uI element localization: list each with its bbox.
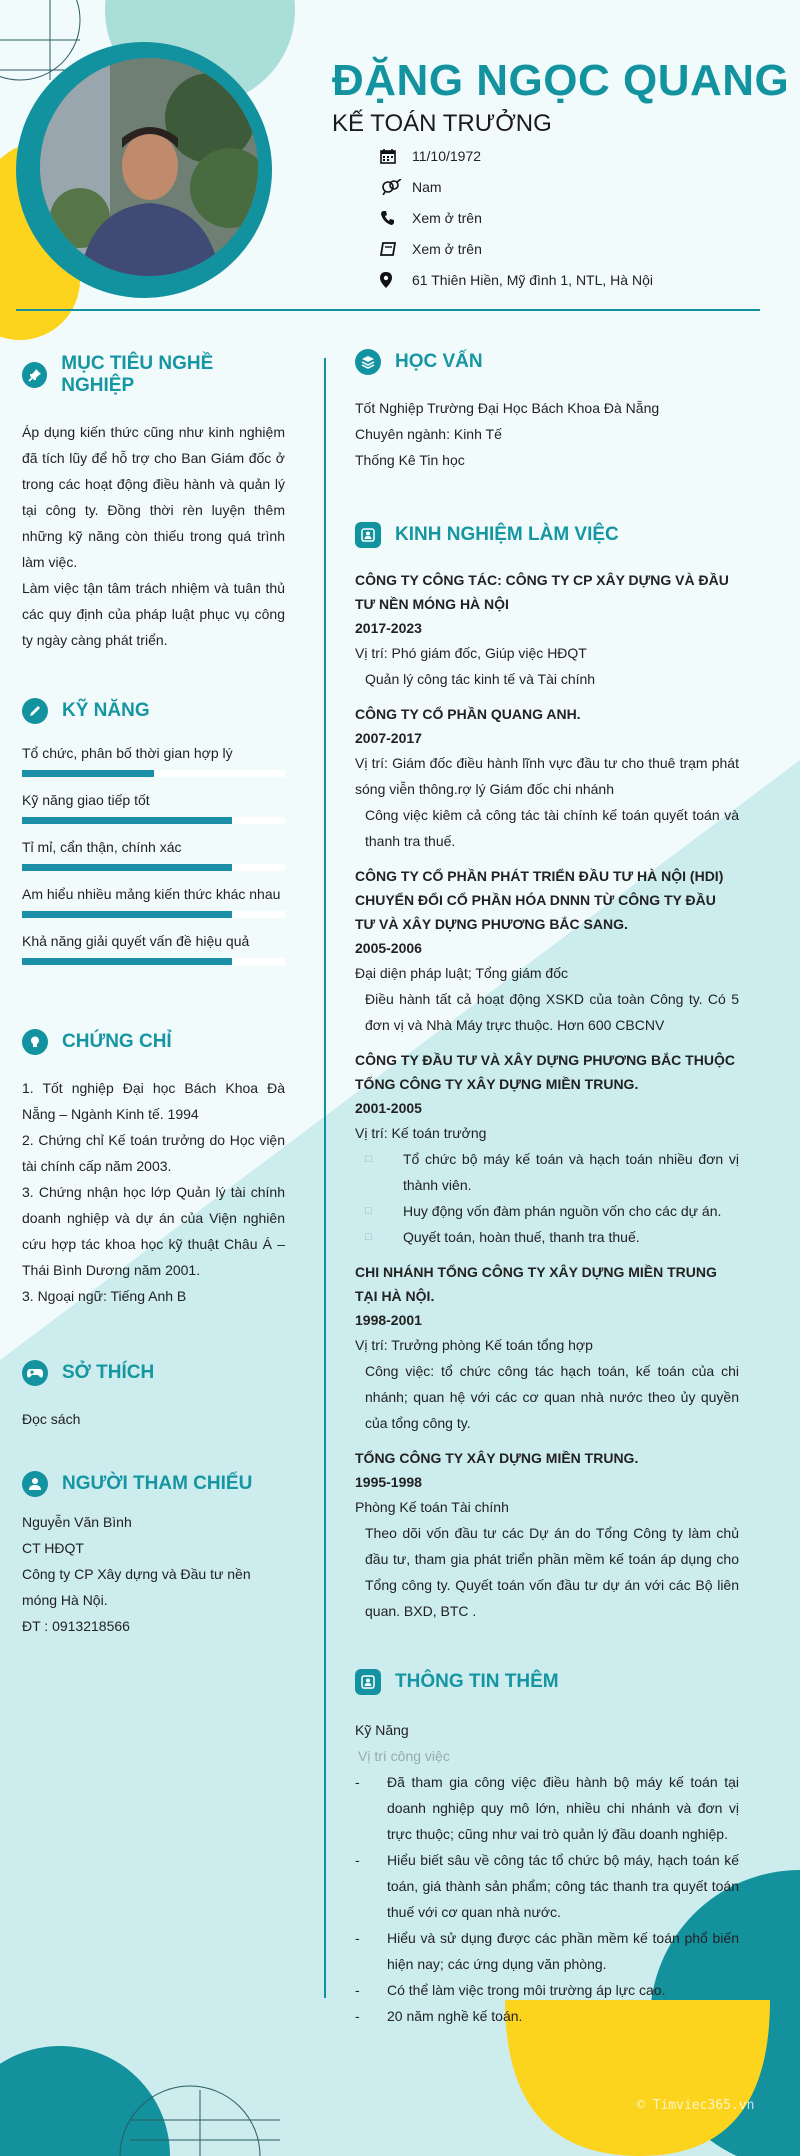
job-description: Điều hành tất cả hoạt động XSKD của toàn Công ty. Có 5 đơn vị và Nhà Máy trực thuộc. Hơn 600 CBCNV xyxy=(365,991,739,1033)
skill-bar-fill xyxy=(22,817,232,824)
bullet-box-icon: □ xyxy=(365,1231,372,1243)
extra-info-title: THÔNG TIN THÊM xyxy=(355,1669,739,1695)
skill-item xyxy=(22,932,285,965)
skill-label: Tổ chức, phân bố thời gian hợp lý xyxy=(22,745,233,761)
job-item xyxy=(355,1446,739,1624)
certificate-item: 2. Chứng chỉ Kế toán trưởng do Học viện tài chính cấp năm 2003. xyxy=(22,1132,285,1174)
skill-bar-fill xyxy=(22,864,232,871)
skill-label: Kỹ năng giao tiếp tốt xyxy=(22,792,150,808)
skill-bar xyxy=(22,911,285,918)
skill-bar xyxy=(22,770,285,777)
phone-text: Xem ở trên xyxy=(412,209,482,226)
calendar-icon xyxy=(380,148,412,164)
job-years: 1995-1998 xyxy=(355,1474,422,1490)
user-icon xyxy=(22,1471,48,1497)
skill-item xyxy=(22,885,285,918)
job-description: Theo dõi vốn đầu tư các Dự án do Tổng Công ty làm chủ đầu tư, tham gia phát triển phần mềm kế toán áp dụng cho Tổng công ty. Quyết toán vốn đầu tư dự án với các Bộ liên quan. BXD, BTC . xyxy=(365,1525,739,1619)
personal-info xyxy=(380,140,653,295)
extra-item: - Hiểu biết sâu về công tác tổ chức bộ máy, hạch toán kế toán, giá thành sản phẩm; công tác thanh tra quyết toán thuế với cơ quan nhà nước. xyxy=(355,1852,739,1920)
extra-item: - Đã tham gia công việc điều hành bộ máy kế toán tại doanh nghiệp quy mô lớn, nhiều chi nhánh và đơn vị trực thuộc; cũng như vai trò quản lý đầu doanh nghiệp. xyxy=(355,1774,739,1842)
skill-bar xyxy=(22,864,285,871)
job-description: Công việc kiêm cả công tác tài chính kế toán quyết toán và thanh tra thuế. xyxy=(365,807,739,849)
info-birthdate xyxy=(380,140,653,171)
hobbies-title: SỞ THÍCH xyxy=(22,1360,285,1386)
skills-section xyxy=(22,698,285,979)
reference-section xyxy=(22,1471,285,1639)
reference-position: CT HĐQT xyxy=(22,1540,84,1556)
reference-name: Nguyễn Văn Bình xyxy=(22,1514,132,1530)
column-divider xyxy=(324,358,326,1998)
hobbies-text: Đọc sách xyxy=(22,1411,81,1427)
reference-phone: ĐT : 0913218566 xyxy=(22,1618,130,1634)
experience-title: KINH NGHIỆM LÀM VIỆC xyxy=(355,522,739,548)
gamepad-icon xyxy=(22,1360,48,1386)
job-company: CÔNG TY CÔNG TÁC: CÔNG TY CP XÂY DỰNG VÀ ĐẦU TƯ NỀN MÓNG HÀ NỘI xyxy=(355,572,729,612)
skills-title: KỸ NĂNG xyxy=(22,698,285,724)
info-email xyxy=(380,233,653,264)
education-major: Chuyên ngành: Kinh Tế xyxy=(355,426,502,442)
extra-info-section xyxy=(355,1669,739,2029)
job-position: Phòng Kế toán Tài chính xyxy=(355,1499,509,1515)
objective-section xyxy=(22,353,285,653)
job-position: Vị trí: Phó giám đốc, Giúp việc HĐQT xyxy=(355,645,587,661)
certificate-item: 3. Chứng nhận học lớp Quản lý tài chính doanh nghiệp và dự án của Viện nghiên cứu hợp tác khoa học kỹ thuật Châu Á – Thái Bình Dương năm 2001. xyxy=(22,1184,285,1278)
job-bullet: □ Huy động vốn đàm phán nguồn vốn cho các dự án. xyxy=(355,1198,739,1224)
gender-text: Nam xyxy=(412,178,442,195)
education-section xyxy=(355,349,739,473)
extra-subheading: Vị trí công việc xyxy=(358,1748,450,1764)
location-icon xyxy=(380,272,412,288)
candidate-name: ĐẶNG NGỌC QUANG xyxy=(332,56,790,105)
job-company: TỔNG CÔNG TY XÂY DỰNG MIỀN TRUNG. xyxy=(355,1450,639,1466)
id-card-icon xyxy=(355,1669,381,1695)
job-years: 2017-2023 xyxy=(355,620,422,636)
info-phone xyxy=(380,202,653,233)
id-card-icon xyxy=(355,522,381,548)
job-company: CÔNG TY CỔ PHẦN QUANG ANH. xyxy=(355,706,581,722)
phone-icon xyxy=(380,210,412,226)
extra-item: - Có thể làm việc trong môi trường áp lực cao. xyxy=(355,1982,666,1998)
job-years: 2005-2006 xyxy=(355,940,422,956)
reference-details xyxy=(22,1509,285,1639)
skill-bar xyxy=(22,958,285,965)
job-item xyxy=(355,1260,739,1436)
education-school: Tốt Nghiệp Trường Đại Học Bách Khoa Đà Nẵng xyxy=(355,400,660,416)
skill-label: Am hiểu nhiều mảng kiến thức khác nhau xyxy=(22,886,281,902)
experience-section xyxy=(355,522,739,1624)
bulb-icon xyxy=(22,1029,48,1055)
reference-title: NGƯỜI THAM CHIẾU xyxy=(22,1471,285,1497)
objective-title: MỤC TIÊU NGHỀ NGHIỆP xyxy=(22,353,285,397)
job-years: 2007-2017 xyxy=(355,730,422,746)
skill-label: Tỉ mỉ, cẩn thận, chính xác xyxy=(22,839,182,855)
birthdate-text: 11/10/1972 xyxy=(412,147,482,164)
certificates-section xyxy=(22,1029,285,1309)
skill-bar-fill xyxy=(22,770,154,777)
job-years: 1998-2001 xyxy=(355,1312,422,1328)
job-description: Quản lý công tác kinh tế và Tài chính xyxy=(365,671,596,687)
layers-icon xyxy=(355,349,381,375)
pencil-icon xyxy=(22,698,48,724)
bullet-box-icon: □ xyxy=(365,1205,372,1217)
email-icon xyxy=(380,241,412,257)
job-item xyxy=(355,568,739,692)
reference-company: Công ty CP Xây dựng và Đầu tư nền móng Hà Nội. xyxy=(22,1566,251,1608)
skill-bar xyxy=(22,817,285,824)
email-text: Xem ở trên xyxy=(412,240,482,257)
extra-heading: Kỹ Năng xyxy=(355,1722,409,1738)
skill-label: Khả năng giải quyết vấn đề hiệu quả xyxy=(22,933,250,949)
watermark: © Timviec365.vn xyxy=(637,2098,755,2113)
candidate-role: KẾ TOÁN TRƯỞNG xyxy=(332,110,552,137)
address-text: 61 Thiên Hiền, Mỹ đình 1, NTL, Hà Nội xyxy=(412,271,653,288)
education-details xyxy=(355,395,739,473)
hobbies-section xyxy=(22,1360,285,1432)
certificate-item: 1. Tốt nghiệp Đại học Bách Khoa Đà Nẵng – Ngành Kinh tế. 1994 xyxy=(22,1080,285,1122)
job-position: Vị trí: Giám đốc điều hành lĩnh vực đầu tư cho thuê trạm phát sóng viễn thông.rợ lý Giám đốc chi nhánh xyxy=(355,755,739,797)
job-description: Công việc: tổ chức công tác hạch toán, kế toán của chi nhánh; quan hệ với các cơ quan nhà nước theo ủy quyền của tổng công ty. xyxy=(365,1363,739,1431)
job-item xyxy=(355,702,739,854)
skills-list xyxy=(22,744,285,965)
job-years: 2001-2005 xyxy=(355,1100,422,1116)
extra-info-details xyxy=(355,1717,739,2029)
objective-paragraph-2: Làm việc tận tâm trách nhiệm và tuân thủ các quy định của pháp luật phục vụ công ty ngày càng phát triển. xyxy=(22,580,285,648)
job-company: CÔNG TY ĐẦU TƯ VÀ XÂY DỰNG PHƯƠNG BẮC THUỘC TỔNG CÔNG TY XÂY DỰNG MIỀN TRUNG. xyxy=(355,1052,735,1092)
job-bullet: □ Quyết toán, hoàn thuế, thanh tra thuế. xyxy=(355,1224,739,1250)
job-item xyxy=(355,864,739,1038)
job-company: CHI NHÁNH TỔNG CÔNG TY XÂY DỰNG MIỀN TRUNG TẠI HÀ NỘI. xyxy=(355,1264,717,1304)
extra-item: - Hiểu và sử dụng được các phần mềm kế toán phổ biến hiện nay; các ứng dụng văn phòng. xyxy=(355,1930,739,1972)
job-position: Vị trí: Trưởng phòng Kế toán tổng hợp xyxy=(355,1337,593,1353)
gender-icon xyxy=(380,179,412,195)
certificates-title: CHỨNG CHỈ xyxy=(22,1029,285,1055)
info-address xyxy=(380,264,653,295)
job-position: Đại diện pháp luật; Tổng giám đốc xyxy=(355,965,568,981)
skill-bar-fill xyxy=(22,911,232,918)
objective-paragraph-1: Áp dụng kiến thức cũng như kinh nghiệm đã tích lũy để hỗ trợ cho Ban Giám đốc ở trong các hoạt động điều hành và quản lý tại công ty. Đồng thời rèn luyện thêm những kỹ năng còn thiếu trong quá trình làm việc. xyxy=(22,424,285,570)
info-gender xyxy=(380,171,653,202)
certificates-list xyxy=(22,1075,285,1309)
skill-bar-fill xyxy=(22,958,232,965)
education-title: HỌC VẤN xyxy=(355,349,739,375)
certificate-item: 3. Ngoại ngữ: Tiếng Anh B xyxy=(22,1288,187,1304)
avatar xyxy=(40,58,258,276)
extra-item: - 20 năm nghề kế toán. xyxy=(355,2008,523,2024)
job-item xyxy=(355,1048,739,1250)
education-extra: Thống Kê Tin học xyxy=(355,452,465,468)
job-bullet: □ Tổ chức bộ máy kế toán và hạch toán nhiều đơn vị thành viên. xyxy=(355,1146,739,1198)
job-company: CÔNG TY CỔ PHẦN PHÁT TRIỂN ĐẦU TƯ HÀ NỘI (HDI) CHUYỂN ĐỔI CỔ PHẦN HÓA DNNN TỪ CÔNG TY ĐẦU TƯ VÀ XÂY DỰNG PHƯƠNG BẮC SANG. xyxy=(355,868,724,932)
bullet-box-icon: □ xyxy=(365,1153,372,1165)
skill-item xyxy=(22,744,285,777)
header-divider xyxy=(16,309,760,311)
skill-item xyxy=(22,838,285,871)
skill-item xyxy=(22,791,285,824)
pin-icon xyxy=(22,362,47,388)
job-position: Vị trí: Kế toán trưởng xyxy=(355,1125,487,1141)
